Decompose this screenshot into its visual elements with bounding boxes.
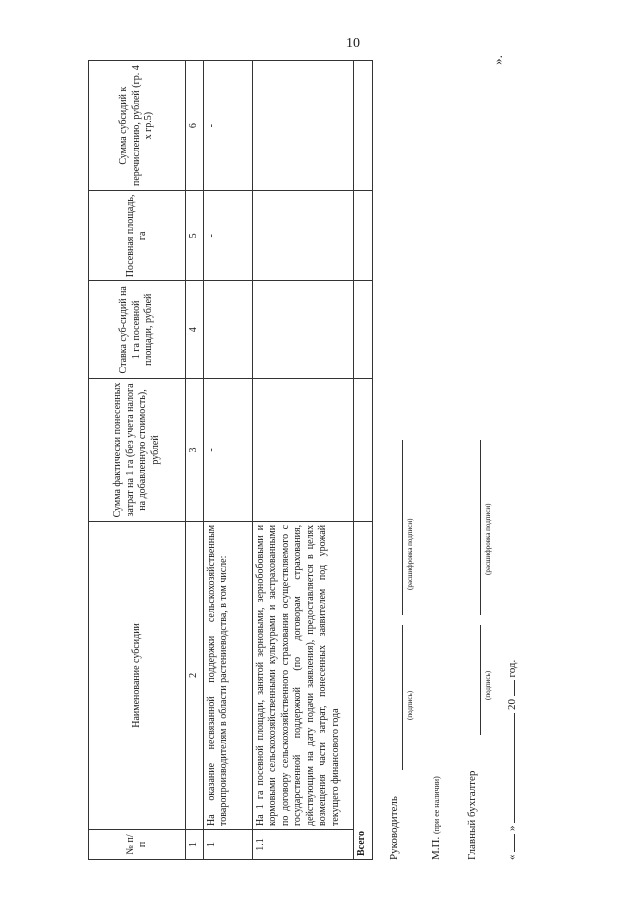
year-prefix: 20	[506, 699, 518, 710]
table-header-row	[89, 61, 186, 860]
head-label: Руководитель	[388, 796, 400, 860]
col-number: 4	[186, 281, 204, 379]
header-name: Наименование субсидии	[89, 521, 186, 829]
row-name: На 1 га посевной площади, занятой зерновыми, зернобобовыми и кормовыми сельскохозяйственными культурами и застрахованными по договору сельскохозяйственного страхования осуществляемого с государственной поддержкой (по договорам страхования, действующим на дату подачи заявления), предоставляется в целях возмещения части затрат, понесенных заявителем под урожай текущего финансового года	[252, 521, 353, 829]
header-area: Посевная площадь, га	[89, 191, 186, 281]
row-name: На оказание несвязанной поддержки сельскохозяйственным товаропроизводителям в области растениеводства, в том числе:	[203, 521, 252, 829]
total-label: Всего	[353, 521, 372, 859]
row-sum	[252, 61, 353, 191]
row-num: 1.1	[252, 829, 353, 859]
row-costs	[252, 379, 353, 522]
row-costs: -	[203, 379, 252, 522]
row-num: 1	[203, 829, 252, 859]
header-num: № п/п	[89, 829, 186, 859]
seal-text: М.П.	[430, 836, 442, 860]
year-suffix: год.	[506, 659, 518, 678]
table-row	[252, 61, 353, 860]
col-number: 3	[186, 379, 204, 522]
rotated-content	[88, 40, 548, 860]
decode-hint: (расшифровка подписи)	[406, 518, 414, 590]
total-cell	[353, 61, 372, 191]
total-row	[353, 61, 372, 860]
date-open-quote: «	[506, 854, 518, 860]
column-number-row	[186, 61, 204, 860]
month-blank	[514, 713, 515, 823]
row-sum: -	[203, 61, 252, 191]
seal-label	[430, 776, 442, 860]
date-close-quote: »	[506, 825, 518, 831]
row-area	[252, 191, 353, 281]
col-number: 1	[186, 829, 204, 859]
accountant-decode-line	[480, 440, 481, 615]
row-rate	[203, 281, 252, 379]
date-line	[506, 660, 518, 860]
col-number: 5	[186, 191, 204, 281]
accountant-signature-line	[480, 625, 481, 735]
page-number: 10	[346, 36, 360, 51]
year-blank	[514, 680, 515, 696]
accountant-label: Главный бухгалтер	[466, 770, 478, 860]
header-rate: Ставка суб-сидий на 1 га посевной площади, рублей	[89, 281, 186, 379]
header-sum: Сумма субсидий к перечислению, рублей (гр. 4 х гр.5)	[89, 61, 186, 191]
total-cell	[353, 379, 372, 522]
total-cell	[353, 281, 372, 379]
day-blank	[514, 834, 515, 852]
head-decode-line	[402, 440, 403, 615]
row-area: -	[203, 191, 252, 281]
col-number: 6	[186, 61, 204, 191]
closing-quote: ».	[489, 55, 505, 65]
total-cell	[353, 191, 372, 281]
subsidy-table	[88, 60, 373, 860]
seal-hint: (при ее наличии)	[432, 776, 441, 835]
head-signature-line	[402, 625, 403, 770]
decode-hint: (расшифровка подписи)	[484, 503, 492, 575]
table-row	[203, 61, 252, 860]
row-rate	[252, 281, 353, 379]
signature-hint: (подпись)	[484, 670, 492, 700]
col-number: 2	[186, 521, 204, 829]
header-costs: Сумма фактически понесенных затрат на 1 га (без учета налога на добавленную стоимость), рублей	[89, 379, 186, 522]
signature-hint: (подпись)	[406, 690, 414, 720]
